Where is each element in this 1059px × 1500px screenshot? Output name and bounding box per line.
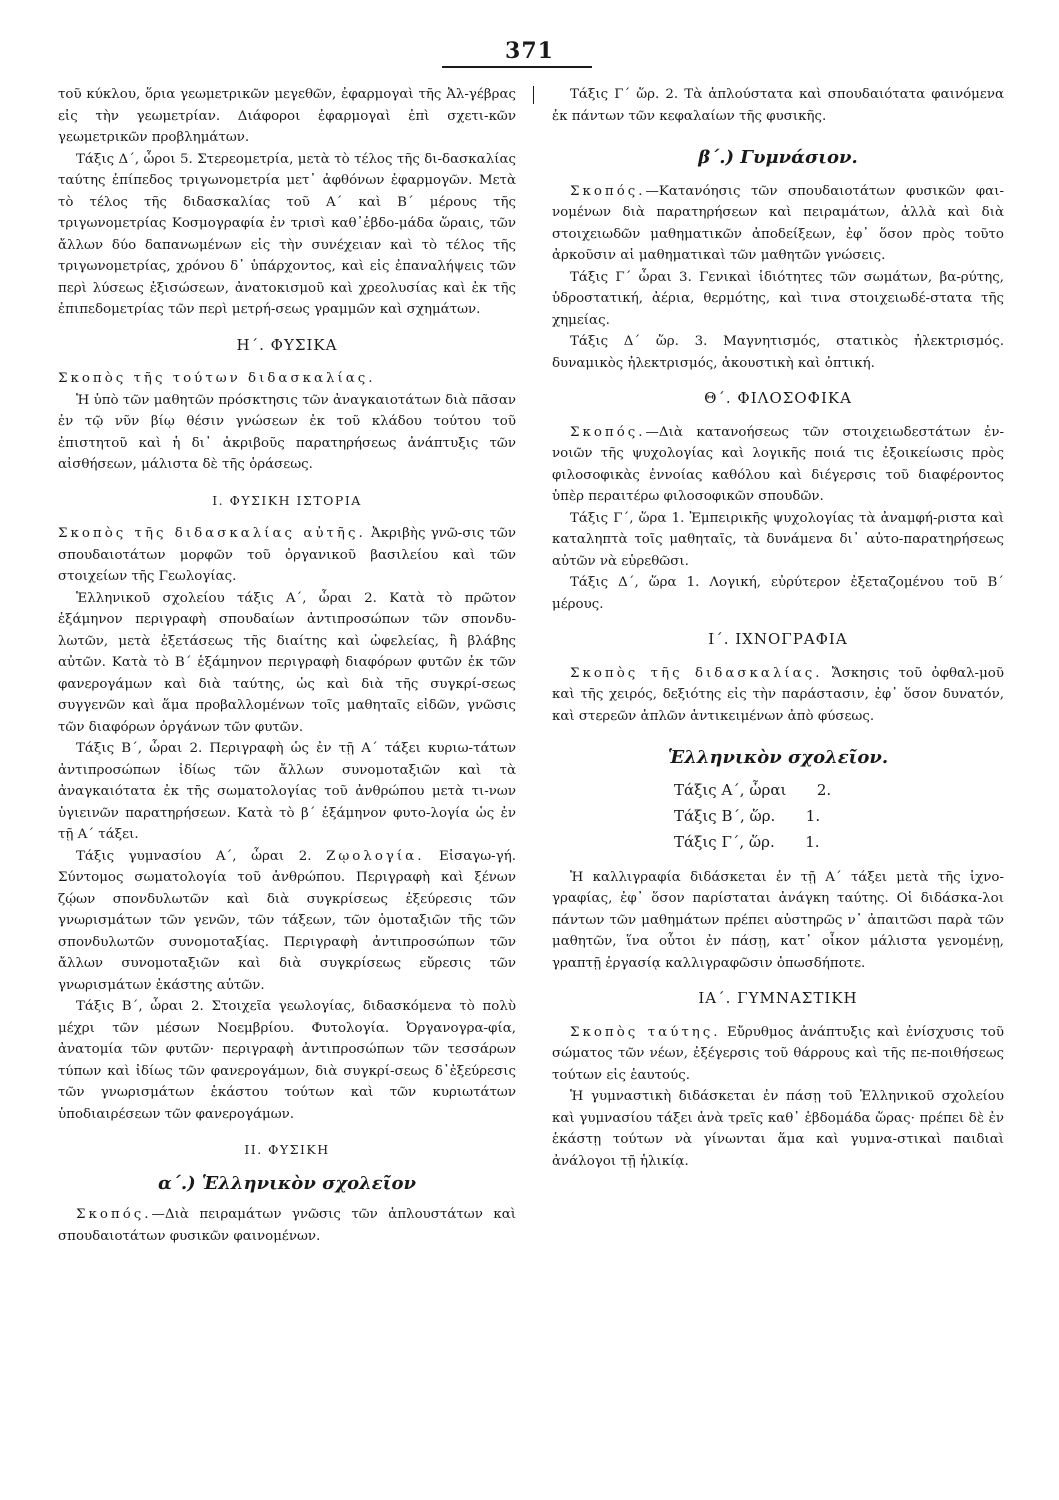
paragraph: Τάξις Δ΄ ὥρ. 3. Μαγνητισμός, στατικὸς ἠλεκτρισμός. δυναμικὸς ἠλεκτρισμός, ἀκουστικὴ καὶ ὀπτική. — [552, 334, 1004, 371]
schedule-value: 1. — [805, 806, 821, 825]
section-heading-physics: Η΄. ΦΥΣΙΚΑ — [236, 335, 338, 354]
sub-heading-gymnasium: β΄.) Γυμνάσιον. — [698, 147, 858, 168]
schedule-list — [674, 777, 1004, 855]
zoology-label: Ζῳολογία. — [326, 848, 425, 864]
paragraph: Ἡ ὑπὸ τῶν μαθητῶν πρόσκτησις τῶν ἀναγκαιοτάτων διὰ πᾶσαν ἐν τῷ νῦν βίῳ θέσιν γνώσεων ἐκ τοῦ κλάδου τούτου τοῦ ἐπιστητοῦ καὶ ἡ δι᾽ ἀκριβοῦς παρατηρήσεως ἀνάπτυξις τῶν αἰσθήσεων, μάλιστα δὲ τῆς ὁράσεως. — [58, 392, 516, 472]
paragraph: Τάξις Β΄, ὧραι 2. Στοιχεῖα γεωλογίας, διδασκόμενα τὸ πολὺ μέχρι τῶν μέσων Νοεμβρίου. Φυτολογία. Ὀργανογρα-φία, ἀνατομία τῶν φυτῶν· περιγραφὴ ἀντιπροσώπων τῶν τεσσάρων τύπων καὶ ἰδίως τῶν φανερογάμων, διὰ συγκρί-σεως δ᾽ἐξεύρεσις τῶν γνωρισμάτων ἑκάστου τούτων καὶ τῶν κυριωτάτων ὑποδιαιρέσεων τῶν φανερογάμων. — [58, 999, 516, 1122]
right-column — [552, 84, 1004, 1172]
purpose-paragraph — [552, 181, 1004, 267]
paragraph-text: Εἰσαγω-γή. Σύντομος σωματολογία τοῦ ἀνθρώπου. Περιγραφὴ καὶ ξένων ζῴων σπονδυλωτῶν καὶ διὰ συγκρίσεως ἐξεύρεσις τῶν γνωρισμάτων τῶν γενῶν, τῶν τάξεων, τῶν ὁμοταξιῶν τῆς τῶν σπονδυλωτῶν συνομοταξίας. Περιγραφὴ ἀντιπροσώπων τῶν ἄλλων συνομοταξιῶν καὶ διὰ συγκρίσεως εὕρεσις τῶν γνωρισμάτων ἑκάστης αὐτῶν. — [58, 848, 516, 993]
header-rule — [442, 66, 592, 68]
paragraph: Ἡ καλλιγραφία διδάσκεται ἐν τῇ Α΄ τάξει μετὰ τῆς ἰχνο-γραφίας, ἐφ᾽ ὅσον παρίσταται ἀνάγκη ταύτης. Οἱ διδάσκα-λοι πάντων τῶν μαθημάτων πρέπει αὐστηρῶς ν᾽ ἀπαιτῶσι παρὰ τῶν μαθητῶν, ἵνα οὗτοι ἐν πάσῃ, κατ᾽ οἶκον μάλιστα γενομένῃ, γραπτῇ ἐργασίᾳ καλλιγραφῶσιν ὁπωσδήποτε. — [552, 869, 1004, 971]
purpose-label: Σκοπός. — [570, 424, 646, 440]
purpose-text: Ἀκριβὴς γνῶ-σις τῶν σπουδαιοτάτων μορφῶν τοῦ ὀργανικοῦ βασιλείου καὶ τῶν στοιχείων τῆς Γεωλογίας. — [58, 526, 516, 584]
schedule-row — [674, 803, 1004, 829]
section-heading-drawing: Ι΄. ΙΧΝΟΓΡΑΦΙΑ — [708, 630, 848, 648]
paragraph: Τάξις Γ΄ ὧραι 3. Γενικαὶ ἰδιότητες τῶν σωμάτων, βα-ρύτης, ὑδροστατική, ἀέρια, θερμότης, καὶ τινα στοιχειωδέ-στατα τῆς χημείας. — [552, 269, 1004, 328]
sub-heading-hellenic-school: α΄.) Ἑλληνικὸν σχολεῖον — [158, 1172, 416, 1194]
purpose-label: Σκοπός. — [76, 1207, 152, 1222]
purpose-label: Σκοπὸς ταύτης. — [570, 1024, 721, 1040]
purpose-label: Σκοπὸς τῆς διδασκαλίας αὐτῆς. — [58, 526, 366, 541]
purpose-paragraph — [58, 523, 516, 588]
schedule-row — [674, 777, 1004, 803]
paragraph — [58, 846, 516, 997]
paragraph: Τάξις Γ΄ ὥρ. 2. Τὰ ἁπλούστατα καὶ σπουδαιότατα φαινόμενα ἐκ πάντων τῶν κεφαλαίων τῆς φυσικῆς. — [552, 87, 1004, 124]
schedule-value: 1. — [805, 832, 820, 851]
purpose-label: Σκοπὸς τῆς τούτων διδασκαλίας. — [58, 371, 376, 386]
paragraph: Τάξις Δ΄, ὥρα 1. Λογική, εὐρύτερον ἐξεταζομένου τοῦ Β΄ μέρους. — [552, 575, 1004, 612]
purpose-text: Εὔρυθμος ἀνάπτυξις καὶ ἐνίσχυσις τοῦ σώματος τῶν νέων, ἐξέγερσις τοῦ θάρρους καὶ τῆς πε-ποιθήσεως τούτων εἰς ἑαυτούς. — [552, 1024, 1005, 1083]
purpose-paragraph — [552, 1022, 1004, 1087]
paragraph: Ἡ γυμναστικὴ διδάσκεται ἐν πάσῃ τοῦ Ἑλληνικοῦ σχολείου καὶ γυμνασίου τάξει ἀνὰ τρεῖς καθ᾽ ἑβδομάδα ὥρας· πρέπει δὲ ἐν ἑκάστῃ τούτων νὰ γίνωνται ἅμα καὶ γυμνα-στικαὶ παιδιαὶ ἀνάλογοι τῇ ἡλικίᾳ. — [552, 1089, 1004, 1169]
sub-heading-hellenic-school: Ἑλληνικὸν σχολεῖον. — [667, 747, 889, 768]
left-column — [58, 84, 516, 1247]
paragraph: Τάξις Δ΄, ὧροι 5. Στερεομετρία, μετὰ τὸ τέλος τῆς δι-δασκαλίας ταύτης ἐπίπεδος τριγωνομετρία μετ᾽ ἀφθόνων ἐφαρμογῶν. Μετὰ τὸ τέλος τῆς διδασκαλίας τοῦ Α΄ καὶ Β΄ μέρους τῆς τριγωνομετρίας Κοσμογραφία ἐν τρισὶ καθ᾽ἑβδο-μάδα ὥραις, τῶν ἄλλων δύο δαπανωμένων εἰς τὴν συνέχειαν καὶ τὸ τέλος τῆς τριγωνομετρίας, χρόνου δ᾽ ὑπάρχοντος, καὶ εἰς ἐπαναλήψεις τῶν περὶ λύσεως ἐξισώσεων, ἀνατοκισμοῦ καὶ χρεολυσίας καὶ ἐκ τῆς ἐπιπεδομετρίας τῶν περὶ μετρή-σεως γραμμῶν καὶ σχημάτων. — [58, 151, 516, 317]
section-heading-gymnastics: ΙΑ΄. ΓΥΜΝΑΣΤΙΚΗ — [698, 989, 858, 1007]
paragraph: Τάξις Β΄, ὧραι 2. Περιγραφὴ ὡς ἐν τῇ Α΄ τάξει κυριω-τάτων ἀντιπροσώπων ἰδίως τῶν ἄλλων συνομοταξιῶν καὶ τὰ ἀναγκαιότατα ἐκ τῆς σωματολογίας τοῦ ἀνθρώπου μετὰ τι-νων ὑγιεινῶν παρατηρήσεων. Κατὰ τὸ β΄ ἑξάμηνον φυτο-λογία ὡς ἐν τῇ Α΄ τάξει. — [58, 741, 516, 842]
schedule-label: Τάξις Β΄, ὥρ. — [674, 806, 776, 825]
section-heading-philosophy: Θ΄. ΦΙΛΟΣΟΦΙΚΑ — [704, 389, 852, 407]
paragraph: Τάξις Γ΄, ὥρα 1. Ἐμπειρικῆς ψυχολογίας τὰ ἀναμφή-ριστα καὶ καταληπτὰ τοῖς μαθηταῖς, τὰ δυνάμενα δι᾽ αὐτο-παρατηρήσεως αὐτῶν νὰ εὑρεθῶσι. — [552, 510, 1004, 569]
purpose-line — [58, 368, 516, 390]
schedule-label: Τάξις Α΄, ὧραι — [674, 780, 787, 799]
purpose-paragraph — [58, 1204, 516, 1247]
page-number: 371 — [505, 38, 554, 64]
schedule-label: Τάξις Γ΄, ὥρ. — [674, 832, 775, 851]
section-heading-natural-history: Ι. ΦΥΣΙΚΗ ΙΣΤΟΡΙΑ — [212, 492, 362, 508]
column-divider — [533, 86, 534, 104]
purpose-text: Ἄσκησις τοῦ ὀφθαλ-μοῦ καὶ τῆς χειρός, δεξιότης εἰς τὴν παράστασιν, ἐφ᾽ ὅσον δυνατόν, καὶ στερεῶν ἁπλῶν ἀντικειμένων ἀπὸ φύσεως. — [552, 665, 1004, 724]
purpose-label: Σκοπός. — [570, 183, 646, 199]
purpose-label: Σκοπὸς τῆς διδασκαλίας. — [570, 665, 823, 681]
purpose-paragraph — [552, 663, 1004, 728]
purpose-paragraph — [552, 422, 1004, 508]
paragraph: Ἑλληνικοῦ σχολείου τάξις Α΄, ὧραι 2. Κατὰ τὸ πρῶτον ἑξάμηνον περιγραφὴ σπουδαίων ἀντιπροσώπων τῶν σπονδυ-λωτῶν, μετὰ ἐξετάσεως τῆς διαίτης καὶ ὠφελείας, ἢ βλάβης αὐτῶν. Κατὰ τὸ Β΄ ἑξάμηνον περιγραφὴ διαφόρων φυτῶν ἐκ τῶν φανερογάμων καὶ διὰ ταύτης, ὡς καὶ διὰ τῆς συγκρί-σεως συγγενῶν καὶ ἅμα προβαλλομένων τοῖς μαθηταῖς εἰδῶν, γνῶσις τῶν διαφόρων ὀργάνων τῶν φυτῶν. — [58, 590, 516, 735]
paragraph-text: Τάξις γυμνασίου Α΄, ὧραι 2. — [76, 848, 327, 864]
schedule-value: 2. — [816, 780, 832, 799]
schedule-row — [674, 829, 1004, 855]
purpose-text: —Διὰ πειραμάτων γνῶσις τῶν ἁπλουστάτων καὶ σπουδαιοτάτων φυσικῶν φαινομένων. — [58, 1207, 516, 1244]
paragraph: τοῦ κύκλου, ὅρια γεωμετρικῶν μεγεθῶν, ἐφαρμογαὶ τῆς Ἀλ-γέβρας εἰς τὴν γεωμετρίαν. Διάφοροι ἐφαρμογαὶ ἐπὶ σχετι-κῶν γεωμετρικῶν προβλημάτων. — [58, 87, 516, 145]
purpose-text: —Διὰ κατανοήσεως τῶν στοιχειωδεστάτων ἐν-νοιῶν τῆς ψυχολογίας καὶ λογικῆς ποιά τις ἐξοικείωσις πρὸς φιλοσοφικὰς ἐννοίας καθόλου καὶ διέγερσις τοῦ διαφέροντος ὑπὲρ περαιτέρω φιλοσοφικῶν σπουδῶν. — [552, 424, 1004, 504]
section-heading-physics-2: ΙΙ. ΦΥΣΙΚΗ — [244, 1142, 330, 1157]
purpose-text: —Κατανόησις τῶν σπουδαιοτάτων φυσικῶν φαι-νομένων διὰ παρατηρήσεων καὶ πειραμάτων, ἀλλὰ καὶ διὰ στοιχειωδῶν μαθηματικῶν ἀποδείξεων, ἐφ᾽ ὅσον πρὸς τοῦτο ἀρκοῦσιν αἱ μαθηματικαὶ τῶν μαθητῶν γνώσεις. — [552, 183, 1004, 263]
